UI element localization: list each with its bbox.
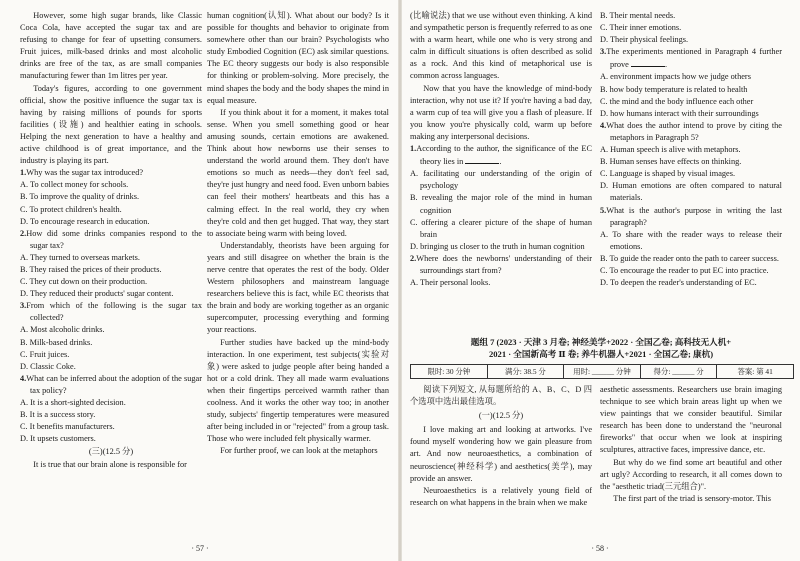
option: D. To deepen the reader's understanding of EC. — [600, 278, 757, 288]
option: A. It is a short-sighted decision. — [20, 398, 126, 407]
answer-page-cell: 答案: 第 41 — [737, 367, 773, 376]
paragraph: For further proof, we can look at the metaphors — [220, 446, 378, 456]
paragraph: (比喻说法) that we use without even thinking. A kind and sympathetic person is frequently referred to as one with a warm heart, while one who is very strong and calm in difficult situations is often described as solid as a rock. And this kind of metaphorical use is common across languages. — [410, 11, 593, 81]
option: B. It is a success story. — [20, 410, 96, 420]
option: B. They raised the prices of their products. — [20, 264, 162, 274]
option: D. To encourage research in education. — [20, 216, 150, 226]
section-heading: (一)(12.5 分) — [478, 411, 524, 421]
question: 3.The experiments mentioned in Paragraph 4 further prove . — [600, 47, 782, 70]
left-column-1 — [20, 10, 202, 472]
option: C. They cut down on their production. — [20, 277, 148, 287]
option: C. the mind and the body influence each other — [600, 96, 754, 106]
score-table — [410, 364, 794, 379]
option: C. To encourage the reader to put EC into practice. — [600, 265, 769, 275]
paragraph: However, some high sugar brands, like Classic Coca Cola, have accepted the sugar tax and are refusing to change for fear of upsetting consumers. Fruit juices, milk-based drinks and most alcoholic drinks are free of the tax, as are small companies manufacturing fewer than 1m litres per year. — [20, 11, 202, 81]
option: D. It upsets customers. — [20, 434, 96, 444]
option: B. To guide the reader onto the path to career success. — [600, 253, 779, 263]
page-number: · 58 · — [591, 544, 609, 553]
option: C. Fruit juices. — [20, 349, 70, 359]
option: C. It benefits manufacturers. — [20, 422, 115, 432]
paragraph: It is true that our brain alone is responsible for — [33, 460, 187, 470]
instruction: 阅读下列短文, 从每题所给的 A、B、C、D 四个选项中选出最佳选项。 — [410, 385, 592, 407]
question: 3.From which of the following is the sugar tax collected? — [20, 301, 202, 323]
option: B. To improve the quality of drinks. — [20, 192, 140, 202]
option: B. Milk-based drinks. — [20, 337, 93, 347]
option: D. bringing us closer to the truth in human cognition — [410, 241, 585, 251]
paragraph: Neuroaesthetics is a relatively young field of research on what happens in the brain when we make — [410, 485, 592, 507]
question: 1.Why was the sugar tax introduced? — [20, 168, 144, 178]
option: C. offering a clearer picture of the shape of human brain — [410, 217, 592, 239]
paragraph: Today's figures, according to one government official, show the positive influence the sugar tax is having by raising millions of pounds for sports facilities (设施) and healthier eating in schools. Helping the next generation to have a healthy and active childhood is of great importance, and the industry is playing its part. — [20, 83, 202, 166]
full-score-cell: 满分: 38.5 分 — [488, 365, 565, 378]
option: B. revealing the major role of the mind in human cognition — [410, 193, 592, 215]
option: A. facilitating our understanding of the origin of psychology — [410, 169, 592, 191]
answer-blank — [465, 155, 499, 164]
lower-column-2 — [600, 384, 782, 505]
time-used-cell: 用时: ______ 分钟 — [564, 365, 641, 378]
option: B. Their mental needs. — [600, 11, 676, 20]
group-title: 题组 7 (2023 · 天津 3 月卷; 神经美学+2022 · 全国乙卷; 高科技无人机+ 2021 · 全国新高考 Ⅱ 卷; 养牛机器人+2021 · 全国乙卷; 康杭) — [470, 337, 732, 359]
option: D. Human emotions are often compared to natural materials. — [600, 181, 782, 203]
time-limit-cell: 限时: 30 分钟 — [411, 365, 488, 378]
paragraph: The first part of the triad is sensory-motor. This — [613, 493, 771, 503]
option: A. Their personal looks. — [410, 278, 491, 288]
question: 1.According to the author, the significance of the EC theory lies in . — [410, 144, 592, 167]
answer-blank — [631, 58, 665, 67]
question: 4.What does the author intend to prove by citing the metaphors in Paragraph 5? — [600, 120, 782, 142]
right-page — [400, 0, 800, 561]
option: C. Their inner emotions. — [600, 23, 682, 33]
paragraph: But why do we find some art beautiful and other art ugly? According to research, it all comes down to the "aesthetic triad(三元组合)". — [600, 457, 782, 491]
option: A. To share with the reader ways to release their emotions. — [600, 229, 782, 251]
option: C. To protect children's health. — [20, 204, 122, 214]
right-column-1 — [410, 10, 592, 289]
right-column-2 — [600, 10, 782, 289]
left-column-2 — [207, 10, 389, 457]
paragraph: human cognition(认知). What about our body? Is it possible for thoughts and behavior to originate from somewhere other than our brain? Psychologists who study Embodied Cognition (EC) ask similar questions. The EC theory suggests our body is also responsible for thinking or problem-solving. More precisely, the mind shapes the body and the body shapes the mind in equal measure. — [207, 11, 389, 105]
paragraph: Now that you have the knowledge of mind-body interaction, why not use it? If you're having a bad day, a warm cup of tea will give you a flash of pleasure. If you know you're physically cold, warm up before making any interpersonal decisions. — [410, 83, 592, 141]
option: D. how humans interact with their surroundings — [600, 108, 759, 118]
question: 2.Where does the newborns' understanding of their surroundings start from? — [410, 253, 592, 275]
option: A. Human speech is alive with metaphors. — [600, 145, 741, 155]
option: A. Most alcoholic drinks. — [20, 325, 105, 335]
question: 5.What is the author's purpose in writing the last paragraph? — [600, 205, 782, 227]
score-cell: 得分: ______ 分 — [641, 365, 718, 378]
option: B. Human senses have effects on thinking. — [600, 157, 742, 167]
page-number: · 57 · — [191, 544, 209, 553]
question: 4.What can be inferred about the adoption of the sugar tax policy? — [20, 373, 202, 395]
option: B. how body temperature is related to health — [600, 84, 748, 94]
option: D. Their physical feelings. — [600, 35, 689, 45]
option: A. environment impacts how we judge others — [600, 72, 751, 82]
option: A. They turned to overseas markets. — [20, 252, 140, 262]
paragraph: Understandably, theorists have been arguing for years and still disagree on whether the brain is the nerve centre that operates the rest of the body. Older Western philosophers and mainstream language researchers believe this is fact, while EC theorists that the brain and body are working together as an organic supercomputer, processing everything and forming your reactions. — [207, 240, 389, 335]
paragraph: Further studies have backed up the mind-body interaction. In one experiment, test subjects(实验对象) were asked to judge people after being handed a hot or a cold drink. They all made warm evaluations when their fingertips perceived warmth rather than coolness. And it works the other way too; in another study, subjects' fingertip temperatures were measured after being included in or "rejected" from a group task. Those who were included felt physically warmer. — [207, 337, 389, 444]
option: D. They reduced their products' sugar content. — [20, 289, 174, 299]
option: C. Language is shaped by visual images. — [600, 169, 736, 179]
option: A. To collect money for schools. — [20, 180, 129, 190]
question: 2.How did some drinks companies respond to the sugar tax? — [20, 228, 202, 250]
paragraph: aesthetic assessments. Researchers use brain imaging technique to see which brain areas light up when we view paintings that we consider beautiful. Similar research has been done to understand the "neuronal fireworks" that occur when we look at inspiring sculptures, attractive faces, impressive dance, etc. — [600, 385, 782, 455]
paragraph: I love making art and looking at artworks. I've found myself wondering how we gain pleasure from art. And now neuroaesthetics, a combination of neuroscience(神经科学) and aesthetics(美学), may provide an answer. — [410, 425, 592, 483]
paragraph: If you think about it for a moment, it makes total sense. When you smell something good or hear amusing sounds, certain emotions are awakened. Think about how newborns use their senses to understand the world around them. They don't have emotions so much as needs—they don't feel sad, they're just hungry and need food. Even unborn babies can feel their mothers' heartbeats and this has a calming effect. In the real world, they cry when they're cold and then get hugged. That way, they start to associate being warm with being loved. — [207, 107, 389, 238]
option: D. Classic Coke. — [20, 361, 76, 371]
lower-column-1 — [410, 384, 592, 509]
section-heading: (三)(12.5 分) — [88, 447, 134, 457]
